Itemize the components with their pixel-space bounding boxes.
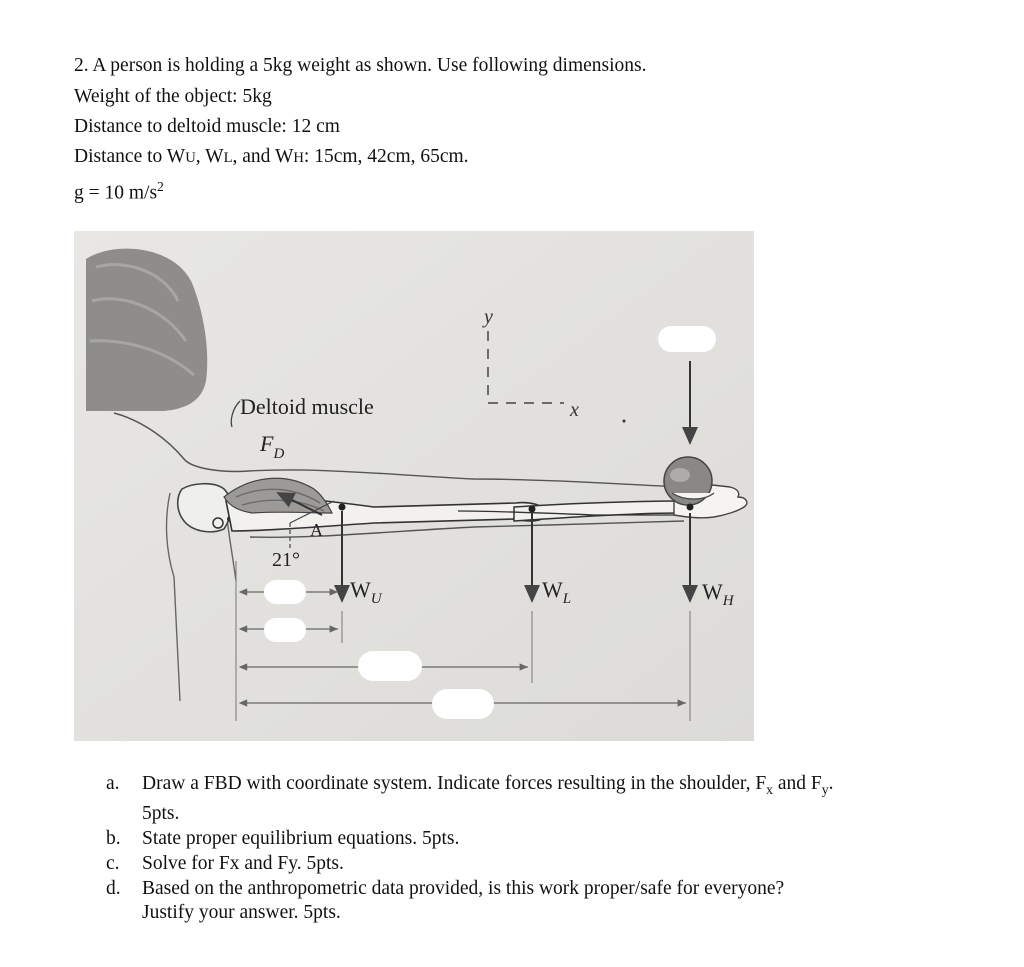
gravity-line	[74, 175, 164, 206]
wh-main: W	[702, 579, 723, 604]
question-c	[106, 852, 986, 876]
redaction-blob-top	[658, 326, 716, 352]
question-a	[106, 772, 986, 826]
deltoid-distance-line: Distance to deltoid muscle: 12 cm	[74, 116, 340, 137]
question-b-text: State proper equilibrium equations. 5pts.	[142, 827, 460, 849]
question-c-mark: c.	[106, 852, 120, 874]
problem-intro: 2. A person is holding a 5kg weight as shown. Use following dimensions.	[74, 55, 647, 76]
wl-sub: L	[562, 591, 572, 607]
force-fd-main: F	[260, 431, 274, 456]
question-a-text	[142, 772, 986, 802]
dist-prefix: Distance to W	[74, 146, 186, 167]
question-d-mark: d.	[106, 877, 121, 899]
question-d	[106, 877, 986, 925]
wu-main: W	[350, 577, 371, 602]
redaction-blob-2	[264, 618, 306, 642]
wh-sub: H	[722, 593, 734, 609]
dot-mark	[623, 420, 626, 423]
dist-values: : 15cm, 42cm, 65cm.	[303, 146, 469, 167]
dist-sep1: , W	[195, 146, 224, 167]
question-c-text: Solve for Fx and Fy. 5pts.	[142, 852, 344, 874]
dist-sub-u: U	[185, 150, 196, 166]
redaction-blob-1	[264, 580, 306, 604]
question-b-mark: b.	[106, 827, 121, 849]
question-list	[106, 772, 986, 926]
weight-highlight	[670, 468, 690, 482]
redaction-blob-3	[358, 651, 422, 681]
segment-distance-line	[74, 145, 469, 170]
redaction-blob-4	[432, 689, 494, 719]
question-a-mid: and F	[773, 773, 822, 794]
question-a-points: 5pts.	[142, 802, 180, 824]
angle-21-label: 21°	[272, 549, 300, 571]
gravity-prefix: g = 10 m/s	[74, 182, 158, 204]
question-a-mark: a.	[106, 773, 120, 794]
dist-sub-h: H	[293, 150, 304, 166]
dist-sub-l: L	[223, 150, 233, 166]
question-d-text: Based on the anthropometric data provided, is this work proper/safe for everyone?	[142, 877, 785, 899]
axis-y-label: y	[484, 306, 493, 328]
deltoid-label: Deltoid muscle	[240, 394, 374, 419]
gravity-exponent: 2	[157, 179, 164, 194]
arm-diagram	[74, 231, 754, 741]
axis-x-label: x	[570, 399, 579, 421]
wl-point	[529, 506, 536, 513]
weight-line: Weight of the object: 5kg	[74, 86, 272, 107]
question-a-pre: Draw a FBD with coordinate system. Indicate forces resulting in the shoulder, F	[142, 773, 767, 794]
question-a-sub-y: y	[821, 781, 829, 797]
question-b	[106, 827, 986, 851]
force-fd-sub: D	[273, 446, 285, 462]
wl-main: W	[542, 577, 563, 602]
question-d-justify: Justify your answer. 5pts.	[142, 901, 341, 923]
point-a-label: A	[310, 520, 323, 540]
wu-sub: U	[370, 591, 382, 607]
question-a-sub-x: x	[766, 781, 773, 797]
wh-point	[687, 504, 694, 511]
question-a-post: .	[828, 773, 834, 794]
wu-point	[339, 504, 346, 511]
dist-sep2: , and W	[232, 146, 294, 167]
